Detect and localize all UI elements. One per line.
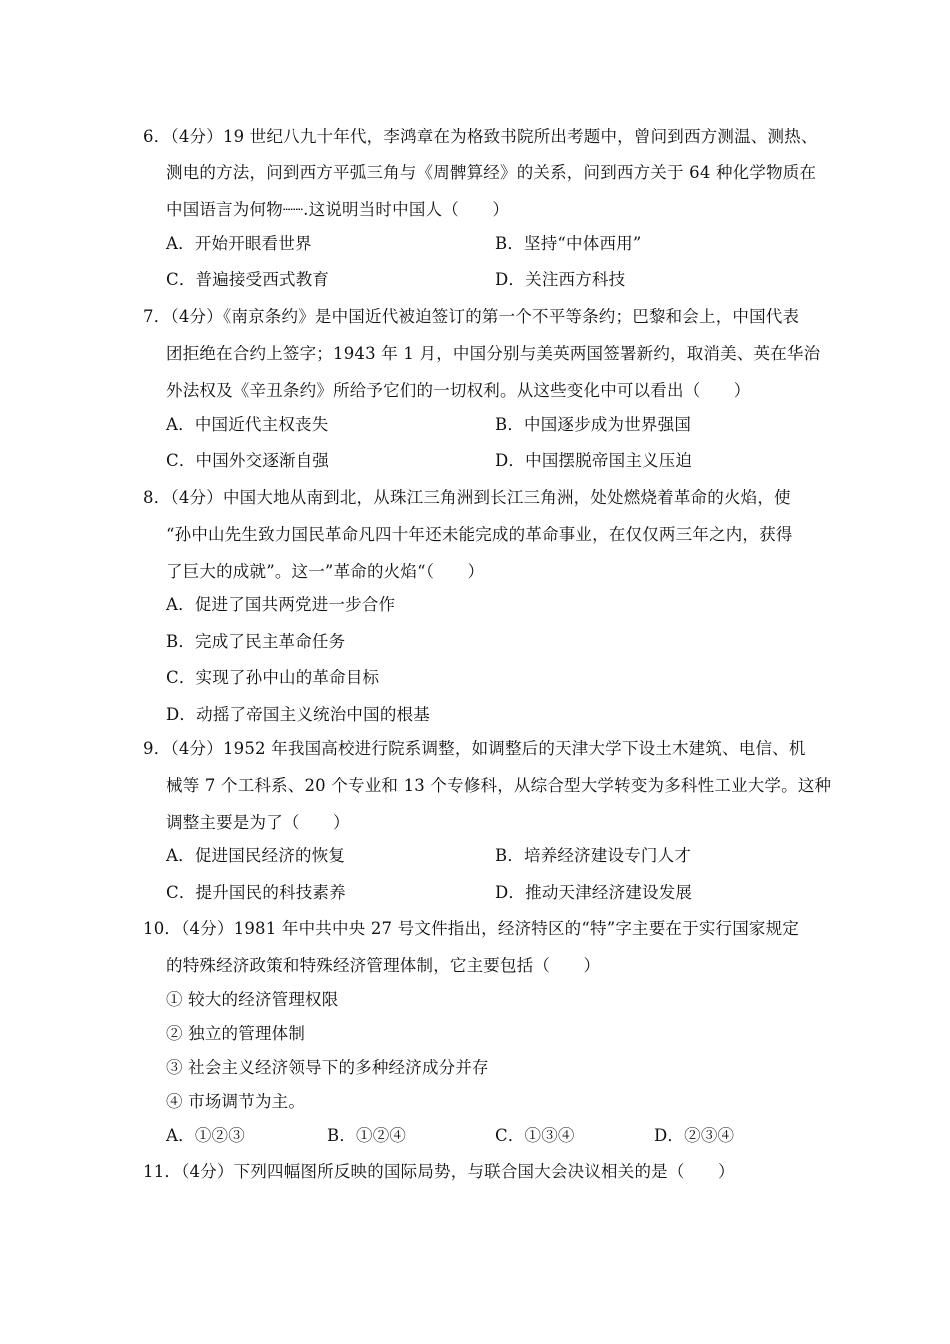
option-c[interactable]: C．普遍接受西式教育: [166, 270, 330, 289]
option-a[interactable]: A．促进国民经济的恢复: [166, 846, 346, 865]
question-6-line-3: 中国语言为何物┈┈.这说明当时中国人（ ）: [166, 200, 510, 219]
question-8-line-3: 了巨大的成就”。这一”革命的火焰“（ ）: [166, 562, 485, 581]
option-a[interactable]: A．促进了国共两党进一步合作: [166, 595, 396, 614]
option-b[interactable]: B．①②④: [327, 1126, 407, 1145]
question-8-line-2: “孙中山先生致力国民革命凡四十年还未能完成的革命事业，在仅仅两三年之内，获得: [166, 525, 793, 544]
statement-1: ① 较大的经济管理权限: [166, 990, 339, 1009]
option-d[interactable]: D．中国摆脱帝国主义压迫: [495, 451, 693, 470]
option-a[interactable]: A．①②③: [166, 1126, 245, 1145]
question-11-line-1: 11．（4分）下列四幅图所反映的国际局势，与联合国大会决议相关的是（ ）: [143, 1162, 735, 1181]
question-8-line-1: 8．（4分）中国大地从南到北，从珠江三角洲到长江三角洲，处处燃烧着革命的火焰，使: [143, 488, 791, 507]
option-c[interactable]: C．中国外交逐渐自强: [166, 451, 330, 470]
question-7-line-3: 外法权及《辛丑条约》所给予它们的一切权利。从这些变化中可以看出（ ）: [166, 381, 751, 400]
option-b[interactable]: B．培养经济建设专门人才: [495, 846, 692, 865]
option-c[interactable]: C．提升国民的科技素养: [166, 883, 346, 902]
option-a[interactable]: A．中国近代主权丧失: [166, 415, 329, 434]
question-6-line-1: 6．（4分）19 世纪八九十年代，李鸿章在为格致书院所出考题中，曾问到西方测温、测热、: [143, 127, 818, 146]
option-b[interactable]: B．完成了民主革命任务: [166, 632, 346, 651]
statement-2: ② 独立的管理体制: [166, 1024, 306, 1043]
option-c[interactable]: C．实现了孙中山的革命目标: [166, 668, 380, 687]
option-c[interactable]: C．①③④: [495, 1126, 575, 1145]
question-9-line-2: 械等 7 个工科系、20 个专业和 13 个专修科，从综合型大学转变为多科性工业大学。这种: [166, 776, 832, 795]
option-d[interactable]: D．动摇了帝国主义统治中国的根基: [166, 705, 430, 724]
option-d[interactable]: D．推动天津经济建设发展: [495, 883, 693, 902]
option-b[interactable]: B．坚持“中体西用”: [495, 234, 642, 253]
question-10-line-2: 的特殊经济政策和特殊经济管理体制，它主要包括（ ）: [166, 956, 601, 975]
question-9-line-1: 9．（4分）1952 年我国高校进行院系调整，如调整后的天津大学下设土木建筑、电信、机: [143, 739, 806, 758]
question-7-line-2: 团拒绝在合约上签字；1943 年 1 月，中国分别与美英两国签署新约，取消美、英在华治: [166, 344, 821, 363]
option-a[interactable]: A．开始开眼看世界: [166, 234, 312, 253]
option-d[interactable]: D．②③④: [654, 1126, 735, 1145]
statement-3: ③ 社会主义经济领导下的多种经济成分并存: [166, 1058, 489, 1077]
statement-4: ④ 市场调节为主。: [166, 1092, 306, 1111]
question-10-line-1: 10．（4分）1981 年中共中央 27 号文件指出，经济特区的“特”字主要在于实行国家规定: [143, 919, 800, 938]
question-9-line-3: 调整主要是为了（ ）: [166, 813, 350, 832]
option-b[interactable]: B．中国逐步成为世界强国: [495, 415, 692, 434]
question-6-line-2: 测电的方法，问到西方平弧三角与《周髀算经》的关系，问到西方关于 64 种化学物质在: [166, 163, 817, 182]
question-7-line-1: 7．（4分）《南京条约》是中国近代被迫签订的第一个不平等条约；巴黎和会上，中国代表: [143, 307, 800, 326]
option-d[interactable]: D．关注西方科技: [495, 270, 626, 289]
